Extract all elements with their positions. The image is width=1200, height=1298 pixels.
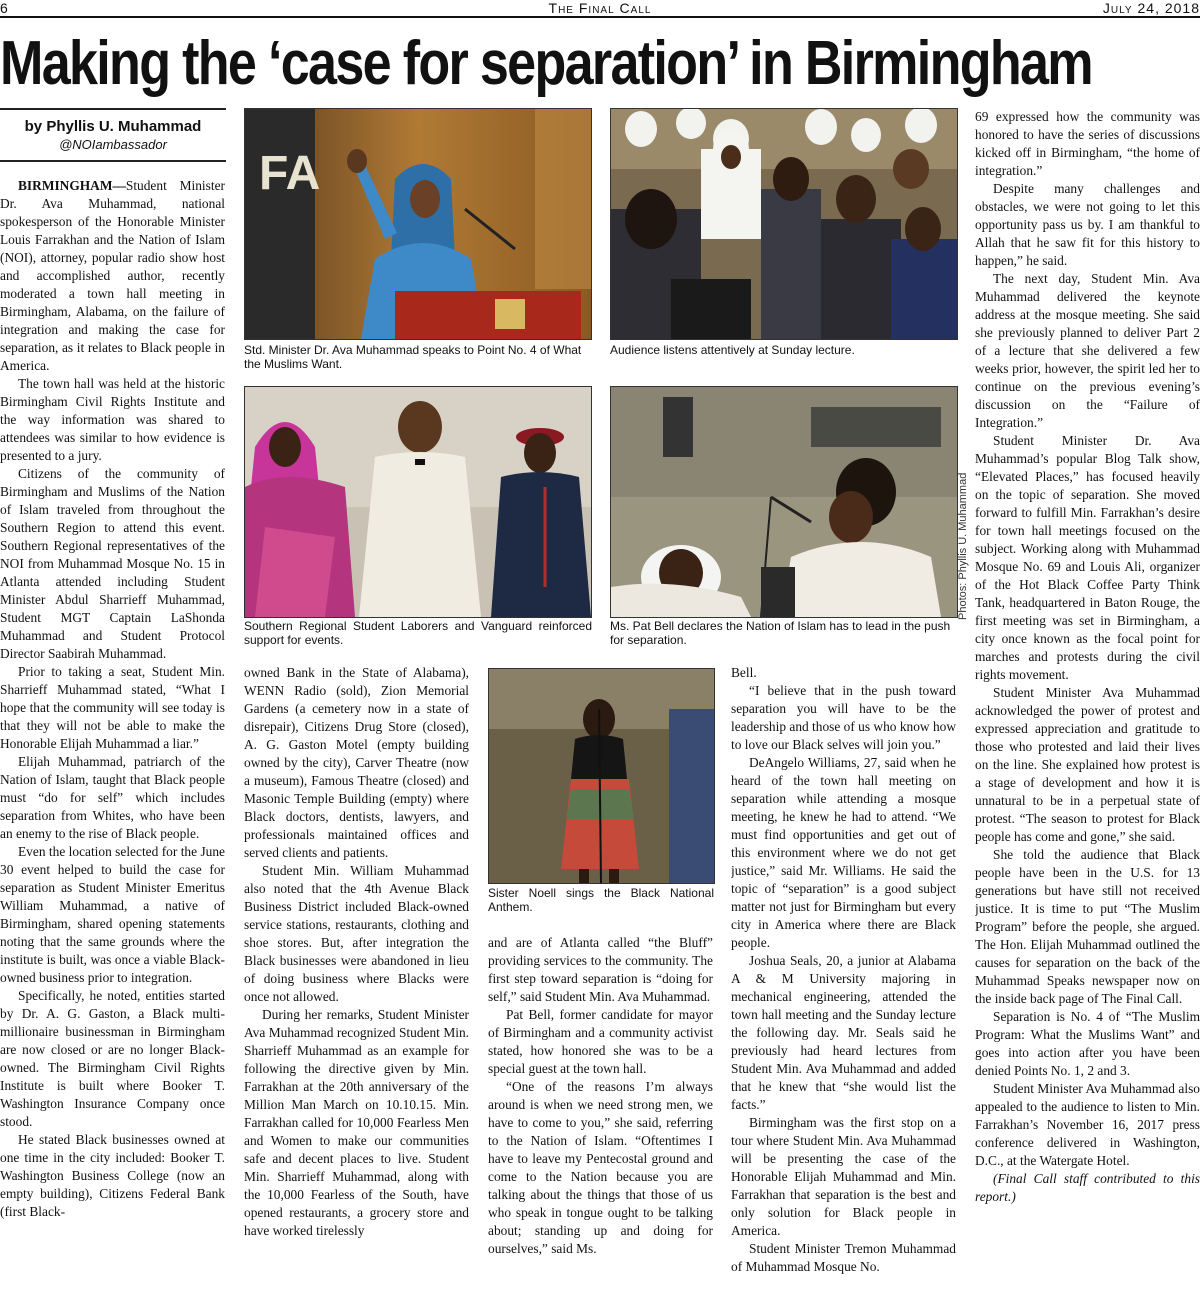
caption-speaker: Std. Minister Dr. Ava Muhammad speaks to Point No. 4 of What the Muslims Want. bbox=[244, 343, 582, 371]
paragraph-text: The next day, Student Min. Ava Muhammad delivered the keynote address at the mosque meeting. She said she previously planned to deliver Part 2 of a lecture that she delivered a few weeks prior, however, the spirit led her to continue on the previous evening’s discussion on the “Failure of Integration.” bbox=[975, 271, 1200, 430]
paragraph-text: The town hall was held at the historic Birmingham Civil Rights Institute and the way information was shared to attendees was similar to how evidence is presented to a jury. bbox=[0, 376, 225, 463]
header-rule bbox=[0, 16, 1200, 18]
headline: Making the ‘case for separation’ in Birmingham bbox=[0, 29, 1092, 98]
paragraph bbox=[975, 846, 1200, 1008]
paragraph-text: DeAngelo Williams, 27, said when he heard of the town hall meeting on separation while attending a mosque meeting, he knew he had to attend. “We must find opportunities and get out of this environment where we do not get justice,” said Mr. Williams. He said the topic of “separation” is a good subject matter not just for Birmingham but every city in America where there are Black people. bbox=[731, 755, 956, 950]
paragraph bbox=[488, 934, 713, 1006]
paragraph bbox=[0, 843, 225, 987]
paragraph-text: Separation is No. 4 of “The Muslim Program: What the Muslims Want” and goes into action after you have been denied Points No. 1, 2 and 3. bbox=[975, 1009, 1200, 1078]
paragraph-text: Prior to taking a seat, Student Min. Sharrieff Muhammad stated, “What I hope that the community will see today is that they will not be able to make the Honorable Elijah Muhammad a liar.” bbox=[0, 664, 225, 751]
caption-laborers: Southern Regional Student Laborers and Vanguard reinforced support for events. bbox=[244, 619, 592, 647]
paragraph bbox=[0, 375, 225, 465]
paragraph bbox=[0, 663, 225, 753]
publication-name: The Final Call bbox=[548, 0, 652, 16]
paragraph bbox=[731, 682, 956, 754]
photo-speaker bbox=[244, 108, 592, 340]
photo-laborers bbox=[244, 386, 592, 618]
paragraph-text: Student Minister Ava Muhammad also appealed to the audience to listen to Min. Farrakhan’s November 16, 2017 press conference delivered in Washington, D.C., at the Watergate Hotel. bbox=[975, 1081, 1200, 1168]
caption-audience: Audience listens attentively at Sunday lecture. bbox=[610, 343, 855, 357]
paragraph-text: Birmingham was the first stop on a tour where Student Min. Ava Muhammad will be presenting the case of the Honorable Elijah Muhammad and Min. Farrakhan that separation is the best and only solution for Black people in America. bbox=[731, 1115, 956, 1238]
paragraph bbox=[0, 465, 225, 663]
paragraph bbox=[731, 664, 956, 682]
paragraph-text: Elijah Muhammad, patriarch of the Nation of Islam, taught that Black people must “do for self” which includes separation from Whites, who have been an enemy to the rise of Black people. bbox=[0, 754, 225, 841]
paragraph-text: “I believe that in the push toward separation you will have to be the leadership and those of us who know how to love our Black selves will join you.” bbox=[731, 683, 956, 752]
article-column-2 bbox=[244, 664, 469, 1298]
paragraph-text: and are of Atlanta called “the Bluff” providing services to the community. The first step toward separation is “doing for self,” said Student Min. Ava Muhammad. bbox=[488, 935, 713, 1004]
paragraph-text: Despite many challenges and obstacles, we were not going to let this opportunity pass us by. I am thankful to Allah that he saw fit for this history to happen,” he said. bbox=[975, 181, 1200, 268]
caption-singer: Sister Noell sings the Black National Anthem. bbox=[488, 886, 714, 914]
article-column-3 bbox=[488, 934, 713, 1298]
paragraph bbox=[731, 1114, 956, 1240]
paragraph bbox=[731, 952, 956, 1114]
paragraph-text: Student Minister Tremon Muhammad of Muhammad Mosque No. bbox=[731, 1241, 956, 1274]
paragraph bbox=[731, 754, 956, 952]
paragraph-text: Pat Bell, former candidate for mayor of Birmingham and a community activist stated, how honored she was to be a special guest at the town hall. bbox=[488, 1007, 713, 1076]
byline-handle: @NOIambassador bbox=[59, 137, 167, 152]
dateline: BIRMINGHAM— bbox=[18, 178, 126, 193]
photo-pat-bell bbox=[610, 386, 958, 618]
byline bbox=[0, 108, 226, 162]
article-column-4 bbox=[731, 664, 956, 1298]
paragraph bbox=[244, 1006, 469, 1240]
paragraph bbox=[244, 862, 469, 1006]
footer-note: (Final Call staff contributed to this report.) bbox=[975, 1171, 1200, 1204]
paragraph-text: During her remarks, Student Minister Ava Muhammad recognized Student Min. Sharrieff Muhammad as an example for following the directive given by Min. Farrakhan at the 20th anniversary of the Million Man March on 10.10.15. Min. Farrakhan called for 10,000 Fearless Men and Women to make our communities safe and decent places to live. Student Min. Sharrieff Muhammad, along with the 10,000 Fearless of the South, have opened restaurants, a grocery store and have worked tirelessly bbox=[244, 1007, 469, 1238]
page-number: 6 bbox=[0, 0, 8, 16]
paragraph bbox=[0, 1131, 225, 1221]
paragraph bbox=[244, 664, 469, 862]
paragraph bbox=[0, 987, 225, 1131]
paragraph bbox=[0, 177, 225, 375]
byline-author: by Phyllis U. Muhammad bbox=[24, 118, 202, 135]
article-column-5 bbox=[975, 108, 1200, 1298]
paragraph bbox=[975, 684, 1200, 846]
paragraph bbox=[488, 1078, 713, 1258]
caption-pat-bell: Ms. Pat Bell declares the Nation of Islam has to lead in the push for separation. bbox=[610, 619, 951, 647]
paragraph-text: Student Minister Ava Muhammad acknowledged the power of protest and expressed appreciation and gratitude to those who protested and laid their lives on the line. She explained how protest is a stage of development and how it is unnatural to be in a perpetual state of protest. “The season to protest for Black people has come and gone,” she said. bbox=[975, 685, 1200, 844]
paragraph bbox=[488, 1006, 713, 1078]
paragraph-text: He stated Black businesses owned at one time in the city included: Booker T. Washington Business College (now an empty building), Citizens Federal Bank (first Black- bbox=[0, 1132, 225, 1219]
issue-date: July 24, 2018 bbox=[1102, 0, 1200, 16]
banner-letters: FA bbox=[259, 147, 321, 200]
paragraph-text: Student Min. William Muhammad also noted that the 4th Avenue Black Business District included Black-owned service stations, restaurants, clothing and shoe stores. But, after integration the Black businesses were abandoned in lieu of doing business where Blacks were once not allowed. bbox=[244, 863, 469, 1004]
paragraph-text: Student Minister Dr. Ava Muhammad, national spokesperson of the Honorable Minister Louis Farrakhan and the Nation of Islam (NOI), attorney, popular radio show host and accomplished author, recently moderated a town hall meeting in Birmingham, Alabama, on the failure of integration and making the case for separation, as it relates to Black people in America. bbox=[0, 178, 225, 373]
paragraph bbox=[975, 108, 1200, 180]
article-column-1 bbox=[0, 177, 225, 1298]
paragraph-text: 69 expressed how the community was honored to have the series of discussions kicked off in Birmingham, “the home of integration.” bbox=[975, 109, 1200, 178]
paragraph bbox=[0, 753, 225, 843]
paragraph bbox=[975, 1080, 1200, 1170]
paragraph-text: “One of the reasons I’m always around is when we need strong men, we have to come to you,” she said, referring to the Nation of Islam. “Oftentimes I have to leave my Pentecostal ground and come to the Nation because you are talking about the things that those of us who speak in tongue ought to be talking about; standing up and doing for ourselves,” said Ms. bbox=[488, 1079, 713, 1256]
paragraph-text: owned Bank in the State of Alabama), WENN Radio (sold), Zion Memorial Gardens (a cemetery now in a state of disrepair), Citizens Drug Store (closed), A. G. Gaston Motel (empty building owned by the city), Carver Theatre (now a museum), Famous Theatre (closed) and Masonic Temple Building (empty) where Black doctors, dentists, lawyers, and professionals maintained offices and served clients and patients. bbox=[244, 665, 469, 860]
paragraph bbox=[975, 432, 1200, 684]
photo-singer bbox=[488, 668, 715, 884]
paragraph-text: Even the location selected for the June 30 event helped to build the case for separation as Student Minister Emeritus William Muhammad, a native of Birmingham, shared opening statements noting that the same grounds where the institute is built, was once a viable Black-owned business prior to integration. bbox=[0, 844, 225, 985]
photo-audience bbox=[610, 108, 958, 340]
photo-credit: Photos: Phyllis U. Muhammad bbox=[957, 472, 969, 620]
paragraph-text: Citizens of the community of Birmingham and Muslims of the Nation of Islam traveled from throughout the Southern Region to attend this event. Southern Regional representatives of the NOI from Muhammad Mosque No. 15 in Atlanta attended including Student Minister Abdul Sharrieff Muhammad, Student MGT Captain LaShonda Muhammad and Student Protocol Director Saabirah Muhammad. bbox=[0, 466, 225, 661]
paragraph-text: Bell. bbox=[731, 665, 757, 680]
paragraph bbox=[975, 1008, 1200, 1080]
paragraph-text: Specifically, he noted, entities started by Dr. A. G. Gaston, a Black multi-millionaire businessman in Birmingham are now closed or are no longer Black-owned. The Birmingham Civil Rights Institute is built where Booker T. Washington Insurance Company once stood. bbox=[0, 988, 225, 1129]
paragraph-text: Joshua Seals, 20, a junior at Alabama A & M University majoring in mechanical engineering, attended the town hall meeting and the Sunday lecture the following day. Mr. Seals said he previously had heard lectures from Student Min. Ava Muhammad and added that he knew that “she would list the facts.” bbox=[731, 953, 956, 1112]
paragraph bbox=[975, 270, 1200, 432]
paragraph-text: She told the audience that Black people have been in the U.S. for 13 generations but have still not received justice. It is time to put “The Muslim Program” before the people, she argued. The Hon. Elijah Muhammad outlined the causes for separation on the back of the Muhammad Speaks newspaper now on the inside back page of The Final Call. bbox=[975, 847, 1200, 1006]
paragraph bbox=[731, 1240, 956, 1276]
paragraph bbox=[975, 180, 1200, 270]
paragraph-text: Student Minister Dr. Ava Muhammad’s popular Blog Talk show, “Elevated Places,” has focused heavily on the topic of separation. She moved forward to fulfill Min. Farrakhan’s desire for town hall meetings focused on the subject. Working along with Muhammad Mosque No. 69 and Louis Ali, organizer of the Hot Black Coffee Party Think Tank, headquartered in Baton Rouge, the first meeting was set in Birmingham, a city once known as the focal point for marches and protests during the civil rights movement. bbox=[975, 433, 1200, 682]
